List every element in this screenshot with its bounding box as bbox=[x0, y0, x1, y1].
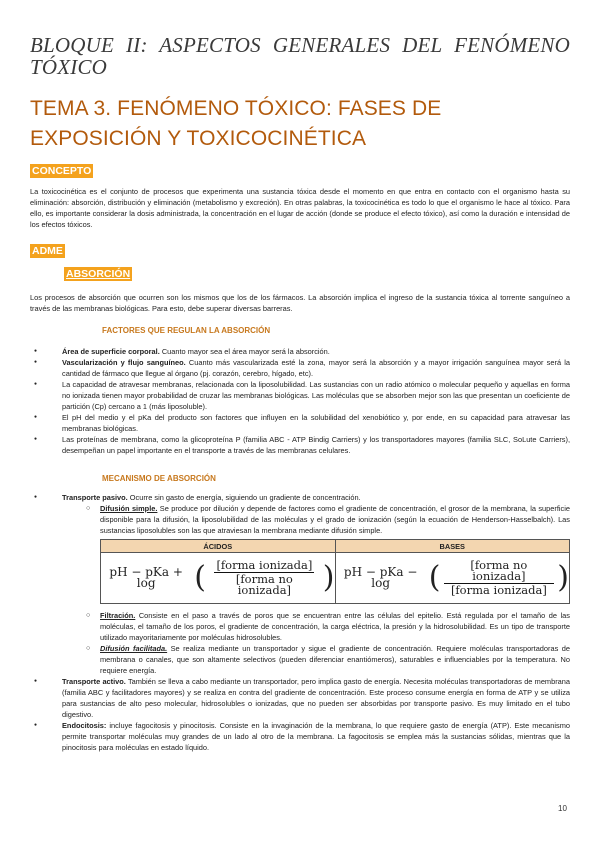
pasivo-sublist-2 bbox=[30, 610, 570, 676]
item-lead: Área de superficie corporal. bbox=[62, 347, 160, 356]
henderson-table bbox=[100, 539, 570, 604]
concepto-paragraph: La toxicocinética es el conjunto de procesos que experimenta una sustancia tóxica desde el momento en que entra en contacto con el organismo hasta su eliminación: absorción, distribución y eliminación (metabolismo y excreción). En otras palabras, la toxicocinética es todo lo que el organismo le hace al tóxico. Para ello, es importante considerar la dosis administrada, la concentración en el lugar de acción (donde se produce el efecto tóxico), así como la duración e intensidad de los efectos tóxicos. bbox=[30, 187, 570, 229]
list-item-transporte-activo bbox=[30, 676, 570, 720]
list-item bbox=[30, 346, 570, 357]
formula-lhs: pH − pKa + log bbox=[109, 565, 183, 590]
sublist-item-filtracion bbox=[30, 610, 570, 643]
adme-heading: ADME bbox=[32, 245, 63, 257]
col-acidos: ÁCIDOS bbox=[101, 540, 336, 553]
denominator: [forma ionizada] bbox=[450, 583, 547, 597]
factores-list bbox=[30, 346, 570, 456]
item-lead: Transporte pasivo. bbox=[62, 493, 128, 502]
item-text: La capacidad de atravesar membranas, relacionada con la liposolubilidad. Las sustancias con un radio atómico o molecular pequeño y aquellas en forma no ionizada tienen mayor probabilidad de cruzar las membranas biológicas. Las moléculas que se absorben mejor son las que presentan un coeficiente de partición (Cp) cercano a 1 (más liposoluble). bbox=[62, 380, 570, 411]
item-term: Difusión facilitada. bbox=[100, 644, 168, 653]
list-item-endocitosis bbox=[30, 720, 570, 753]
numerator: [forma ionizada] bbox=[216, 558, 313, 572]
numerator: [forma no ionizada] bbox=[444, 560, 555, 584]
concepto-heading: CONCEPTO bbox=[32, 165, 92, 177]
absorcion-heading: ABSORCIÓN bbox=[66, 268, 131, 280]
absorcion-paragraph: Los procesos de absorción que ocurren son los mismos que los de los fármacos. La absorción implica el ingreso de la sustancia tóxica al torrente sanguíneo a través de las membranas biológicas. Para esto, debe superar diversas barreras. bbox=[30, 293, 570, 313]
fraction bbox=[444, 560, 555, 596]
item-text: incluye fagocitosis y pinocitosis. Consiste en la invaginación de la membrana, lo que requiere gasto de energía (ATP). Este mecanismo permite transportar moléculas muy grandes de un lado al otro de la membrana. La fagocitosis se emplea más la sustancias sólidas, mientras que la pinocitosis para moléculas en estado líquido. bbox=[62, 721, 570, 752]
list-item bbox=[30, 412, 570, 434]
block-title: BLOQUE II: ASPECTOS GENERALES DEL FENÓMENO TÓXICO bbox=[30, 33, 570, 79]
list-item bbox=[30, 357, 570, 379]
tema-title: TEMA 3. FENÓMENO TÓXICO: FASES DE EXPOSICIÓN Y TOXICOCINÉTICA bbox=[30, 97, 442, 150]
item-text: También se lleva a cabo mediante un transportador, pero implica gasto de energía. Necesita moléculas transportadoras de membrana (familia ABC y facilitadores mayores) y se realiza en contra del gradiente de concentración. Este proceso consume energía en forma de ATP y se utiliza para sustancias de alto peso molecular, hidrosolubles o ionizadas, que no pueden ser absorbidas por transporte pasivo. Es muy limitado en el tubo digestivo. bbox=[62, 677, 570, 719]
factores-heading: FACTORES QUE REGULAN LA ABSORCIÓN bbox=[102, 326, 271, 335]
mecanismo-list bbox=[30, 492, 570, 753]
denominator: [forma no ionizada] bbox=[235, 572, 293, 597]
list-item bbox=[30, 434, 570, 456]
formula-acidos bbox=[101, 553, 336, 604]
item-text: El pH del medio y el pKa del producto son factores que influyen en la solubilidad del xenobiótico y, por ende, en su capacidad para atravesar las membranas biológicas. bbox=[62, 413, 570, 433]
sublist-item-difusion-facilitada bbox=[30, 643, 570, 676]
item-text: Consiste en el paso a través de poros que se encuentran entre las células del epitelio. Está regulada por el tamaño de las moléculas, el tamaño de los poros, el gradiente de concentración, la carga eléctrica, la presión y la hidrosolubilidad. Es un tipo de transporte utilizado mayoritariamente por moléculas hidrosolubles. bbox=[100, 611, 570, 642]
item-term: Difusión simple. bbox=[100, 504, 158, 513]
item-text: Se produce por dilución y depende de factores como el gradiente de concentración, el grosor de la membrana, la superficie disponible para la difusión, la liposolubilidad de las moléculas y el grado de ionización (según la ecuación de Henderson-Hasselbalch). Las sustancias liposolubles son las que atraviesan la membrana mediante difusión simple. bbox=[100, 504, 570, 535]
item-lead: Endocitosis: bbox=[62, 721, 107, 730]
item-text: Cuanto más vascularizada esté la zona, mayor será la absorción y a mayor irrigación sanguínea mayor será la cantidad de fármaco que llegue al órgano (pj. corazón, cerebro, hígado, etc). bbox=[62, 358, 570, 378]
mecanismo-heading: MECANISMO DE ABSORCIÓN bbox=[102, 474, 216, 483]
item-text: Ocurre sin gasto de energía, siguiendo un gradiente de concentración. bbox=[127, 493, 361, 502]
col-bases: BASES bbox=[335, 540, 570, 553]
item-lead: Vascularización y flujo sanguíneo. bbox=[62, 358, 186, 367]
item-term: Filtración. bbox=[100, 611, 136, 620]
list-item-transporte-pasivo bbox=[30, 492, 570, 676]
paren-close: ) bbox=[322, 560, 335, 595]
formula-bases bbox=[335, 553, 570, 604]
paren-open: ( bbox=[428, 560, 441, 595]
sublist-item-difusion-simple bbox=[30, 503, 570, 536]
item-text: Se realiza mediante un transportador y sigue el gradiente de concentración. Requiere moléculas transportadoras de membrana o canales, que son altamente selectivos (pueden diferenciar enantiómeros), saturables e influenciables por la temperatura. No requiere energía. bbox=[100, 644, 570, 675]
paren-open: ( bbox=[194, 560, 206, 595]
item-text: Cuanto mayor sea el área mayor será la absorción. bbox=[159, 347, 330, 356]
list-item bbox=[30, 379, 570, 412]
page-number: 10 bbox=[558, 804, 567, 813]
item-text: Las proteínas de membrana, como la glicoproteína P (familia ABC - ATP Bindig Carriers) y los transportadores mayores (familia SLC, SoLute Carriers), desempeñan un papel importante en el transporte a través de las membranas celulares. bbox=[62, 435, 570, 455]
item-lead: Transporte activo. bbox=[62, 677, 126, 686]
formula-lhs: pH − pKa − log bbox=[343, 565, 418, 590]
pasivo-sublist bbox=[30, 503, 570, 536]
paren-close: ) bbox=[557, 560, 569, 595]
fraction bbox=[209, 560, 320, 596]
